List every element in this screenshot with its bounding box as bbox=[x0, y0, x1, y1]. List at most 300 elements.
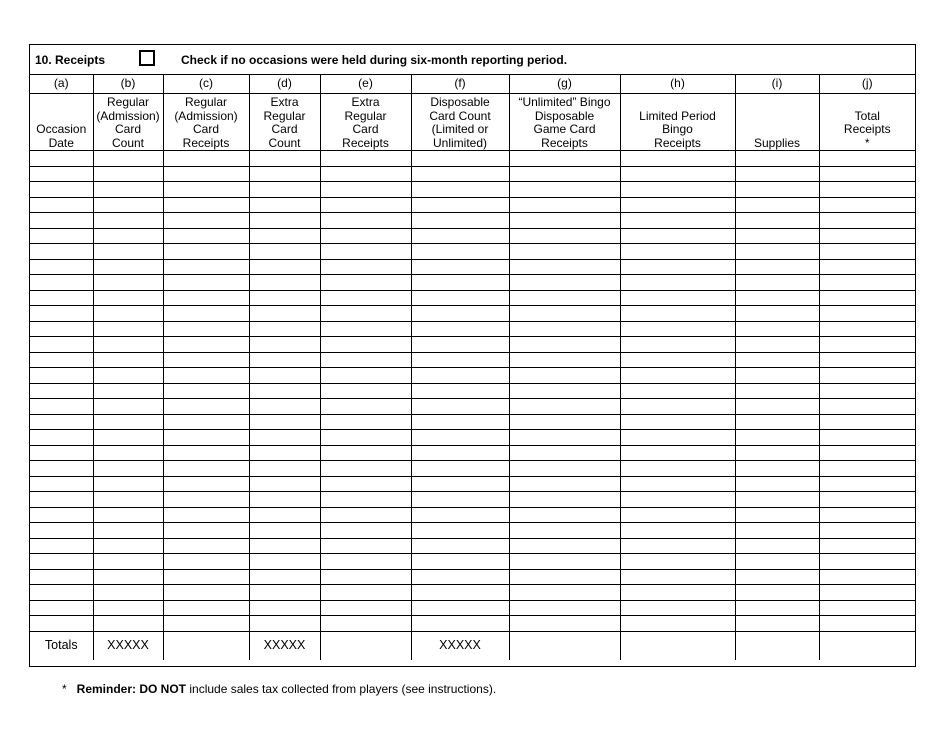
entry-cell[interactable] bbox=[819, 182, 915, 198]
entry-cell[interactable] bbox=[819, 538, 915, 554]
entry-cell[interactable] bbox=[249, 213, 320, 229]
entry-cell[interactable] bbox=[620, 321, 735, 337]
entry-cell[interactable] bbox=[819, 507, 915, 523]
entry-cell[interactable] bbox=[93, 507, 163, 523]
entry-cell[interactable] bbox=[320, 399, 411, 415]
entry-cell[interactable] bbox=[735, 259, 819, 275]
entry-cell[interactable] bbox=[249, 461, 320, 477]
entry-cell[interactable] bbox=[93, 368, 163, 384]
entry-cell[interactable] bbox=[320, 151, 411, 167]
entry-cell[interactable] bbox=[735, 244, 819, 260]
entry-cell[interactable] bbox=[411, 600, 509, 616]
entry-cell[interactable] bbox=[411, 321, 509, 337]
entry-cell[interactable] bbox=[509, 368, 620, 384]
entry-cell[interactable] bbox=[735, 492, 819, 508]
entry-cell[interactable] bbox=[509, 182, 620, 198]
entry-cell[interactable] bbox=[819, 306, 915, 322]
entry-cell[interactable] bbox=[819, 600, 915, 616]
entry-cell[interactable] bbox=[411, 151, 509, 167]
entry-cell[interactable] bbox=[509, 430, 620, 446]
entry-cell[interactable] bbox=[509, 569, 620, 585]
entry-cell[interactable] bbox=[819, 569, 915, 585]
entry-cell[interactable] bbox=[819, 554, 915, 570]
entry-cell[interactable] bbox=[30, 569, 93, 585]
entry-cell[interactable] bbox=[30, 585, 93, 601]
entry-cell[interactable] bbox=[735, 151, 819, 167]
entry-cell[interactable] bbox=[249, 352, 320, 368]
entry-cell[interactable] bbox=[620, 399, 735, 415]
entry-cell[interactable] bbox=[620, 182, 735, 198]
entry-cell[interactable] bbox=[819, 476, 915, 492]
entry-cell[interactable] bbox=[30, 492, 93, 508]
entry-cell[interactable] bbox=[620, 585, 735, 601]
entry-cell[interactable] bbox=[249, 414, 320, 430]
entry-cell[interactable] bbox=[163, 321, 249, 337]
entry-cell[interactable] bbox=[163, 213, 249, 229]
entry-cell[interactable] bbox=[411, 197, 509, 213]
entry-cell[interactable] bbox=[93, 554, 163, 570]
entry-cell[interactable] bbox=[735, 213, 819, 229]
entry-cell[interactable] bbox=[620, 492, 735, 508]
entry-cell[interactable] bbox=[819, 461, 915, 477]
entry-cell[interactable] bbox=[320, 228, 411, 244]
entry-cell[interactable] bbox=[620, 228, 735, 244]
entry-cell[interactable] bbox=[735, 569, 819, 585]
entry-cell[interactable] bbox=[819, 368, 915, 384]
entry-cell[interactable] bbox=[320, 182, 411, 198]
entry-cell[interactable] bbox=[509, 275, 620, 291]
entry-cell[interactable] bbox=[30, 151, 93, 167]
entry-cell[interactable] bbox=[249, 244, 320, 260]
entry-cell[interactable] bbox=[93, 445, 163, 461]
entry-cell[interactable] bbox=[735, 352, 819, 368]
entry-cell[interactable] bbox=[249, 259, 320, 275]
entry-cell[interactable] bbox=[163, 414, 249, 430]
entry-cell[interactable] bbox=[620, 306, 735, 322]
entry-cell[interactable] bbox=[163, 244, 249, 260]
entry-cell[interactable] bbox=[30, 368, 93, 384]
entry-cell[interactable] bbox=[620, 368, 735, 384]
entry-cell[interactable] bbox=[320, 445, 411, 461]
entry-cell[interactable] bbox=[93, 306, 163, 322]
entry-cell[interactable] bbox=[163, 197, 249, 213]
entry-cell[interactable] bbox=[249, 151, 320, 167]
entry-cell[interactable] bbox=[93, 166, 163, 182]
entry-cell[interactable] bbox=[320, 476, 411, 492]
entry-cell[interactable] bbox=[93, 414, 163, 430]
entry-cell[interactable] bbox=[320, 585, 411, 601]
entry-cell[interactable] bbox=[249, 182, 320, 198]
entry-cell[interactable] bbox=[735, 430, 819, 446]
entry-cell[interactable] bbox=[509, 197, 620, 213]
entry-cell[interactable] bbox=[30, 244, 93, 260]
entry-cell[interactable] bbox=[320, 554, 411, 570]
entry-cell[interactable] bbox=[819, 166, 915, 182]
entry-cell[interactable] bbox=[249, 275, 320, 291]
entry-cell[interactable] bbox=[163, 600, 249, 616]
entry-cell[interactable] bbox=[411, 290, 509, 306]
entry-cell[interactable] bbox=[320, 306, 411, 322]
entry-cell[interactable] bbox=[163, 182, 249, 198]
entry-cell[interactable] bbox=[163, 554, 249, 570]
entry-cell[interactable] bbox=[249, 290, 320, 306]
entry-cell[interactable] bbox=[163, 228, 249, 244]
entry-cell[interactable] bbox=[411, 476, 509, 492]
entry-cell[interactable] bbox=[411, 507, 509, 523]
entry-cell[interactable] bbox=[320, 290, 411, 306]
entry-cell[interactable] bbox=[620, 151, 735, 167]
entry-cell[interactable] bbox=[93, 430, 163, 446]
entry-cell[interactable] bbox=[30, 383, 93, 399]
entry-cell[interactable] bbox=[411, 492, 509, 508]
entry-cell[interactable] bbox=[249, 523, 320, 539]
entry-cell[interactable] bbox=[249, 166, 320, 182]
entry-cell[interactable] bbox=[163, 337, 249, 353]
entry-cell[interactable] bbox=[93, 616, 163, 632]
entry-cell[interactable] bbox=[320, 569, 411, 585]
entry-cell[interactable] bbox=[163, 507, 249, 523]
entry-cell[interactable] bbox=[620, 337, 735, 353]
entry-cell[interactable] bbox=[249, 476, 320, 492]
entry-cell[interactable] bbox=[249, 600, 320, 616]
entry-cell[interactable] bbox=[735, 616, 819, 632]
entry-cell[interactable] bbox=[620, 259, 735, 275]
entry-cell[interactable] bbox=[819, 585, 915, 601]
entry-cell[interactable] bbox=[93, 461, 163, 477]
entry-cell[interactable] bbox=[93, 182, 163, 198]
entry-cell[interactable] bbox=[819, 290, 915, 306]
entry-cell[interactable] bbox=[620, 616, 735, 632]
entry-cell[interactable] bbox=[411, 585, 509, 601]
entry-cell[interactable] bbox=[411, 213, 509, 229]
entry-cell[interactable] bbox=[320, 430, 411, 446]
entry-cell[interactable] bbox=[620, 414, 735, 430]
entry-cell[interactable] bbox=[30, 213, 93, 229]
entry-cell[interactable] bbox=[819, 197, 915, 213]
entry-cell[interactable] bbox=[249, 585, 320, 601]
entry-cell[interactable] bbox=[819, 430, 915, 446]
entry-cell[interactable] bbox=[320, 600, 411, 616]
entry-cell[interactable] bbox=[93, 492, 163, 508]
entry-cell[interactable] bbox=[735, 585, 819, 601]
entry-cell[interactable] bbox=[93, 523, 163, 539]
entry-cell[interactable] bbox=[163, 290, 249, 306]
entry-cell[interactable] bbox=[249, 538, 320, 554]
entry-cell[interactable] bbox=[163, 352, 249, 368]
entry-cell[interactable] bbox=[163, 383, 249, 399]
entry-cell[interactable] bbox=[620, 554, 735, 570]
entry-cell[interactable] bbox=[620, 538, 735, 554]
entry-cell[interactable] bbox=[249, 306, 320, 322]
entry-cell[interactable] bbox=[249, 337, 320, 353]
entry-cell[interactable] bbox=[320, 492, 411, 508]
entry-cell[interactable] bbox=[411, 352, 509, 368]
entry-cell[interactable] bbox=[509, 166, 620, 182]
totals-cell[interactable] bbox=[819, 631, 915, 660]
entry-cell[interactable] bbox=[735, 554, 819, 570]
entry-cell[interactable] bbox=[249, 569, 320, 585]
entry-cell[interactable] bbox=[320, 383, 411, 399]
entry-cell[interactable] bbox=[163, 151, 249, 167]
entry-cell[interactable] bbox=[509, 585, 620, 601]
entry-cell[interactable] bbox=[320, 616, 411, 632]
entry-cell[interactable] bbox=[163, 430, 249, 446]
entry-cell[interactable] bbox=[509, 445, 620, 461]
entry-cell[interactable] bbox=[411, 337, 509, 353]
entry-cell[interactable] bbox=[411, 554, 509, 570]
entry-cell[interactable] bbox=[320, 523, 411, 539]
entry-cell[interactable] bbox=[509, 507, 620, 523]
entry-cell[interactable] bbox=[320, 166, 411, 182]
entry-cell[interactable] bbox=[30, 461, 93, 477]
entry-cell[interactable] bbox=[320, 352, 411, 368]
entry-cell[interactable] bbox=[819, 492, 915, 508]
entry-cell[interactable] bbox=[735, 321, 819, 337]
entry-cell[interactable] bbox=[819, 228, 915, 244]
entry-cell[interactable] bbox=[509, 399, 620, 415]
entry-cell[interactable] bbox=[735, 600, 819, 616]
entry-cell[interactable] bbox=[163, 523, 249, 539]
entry-cell[interactable] bbox=[320, 244, 411, 260]
entry-cell[interactable] bbox=[249, 492, 320, 508]
entry-cell[interactable] bbox=[411, 383, 509, 399]
entry-cell[interactable] bbox=[30, 476, 93, 492]
entry-cell[interactable] bbox=[249, 368, 320, 384]
entry-cell[interactable] bbox=[620, 213, 735, 229]
entry-cell[interactable] bbox=[320, 414, 411, 430]
entry-cell[interactable] bbox=[509, 290, 620, 306]
entry-cell[interactable] bbox=[163, 368, 249, 384]
entry-cell[interactable] bbox=[320, 197, 411, 213]
entry-cell[interactable] bbox=[509, 383, 620, 399]
entry-cell[interactable] bbox=[509, 337, 620, 353]
entry-cell[interactable] bbox=[411, 182, 509, 198]
entry-cell[interactable] bbox=[93, 569, 163, 585]
entry-cell[interactable] bbox=[620, 244, 735, 260]
entry-cell[interactable] bbox=[30, 445, 93, 461]
entry-cell[interactable] bbox=[163, 166, 249, 182]
entry-cell[interactable] bbox=[620, 166, 735, 182]
entry-cell[interactable] bbox=[30, 600, 93, 616]
entry-cell[interactable] bbox=[163, 259, 249, 275]
entry-cell[interactable] bbox=[735, 337, 819, 353]
entry-cell[interactable] bbox=[509, 244, 620, 260]
entry-cell[interactable] bbox=[93, 321, 163, 337]
entry-cell[interactable] bbox=[411, 523, 509, 539]
entry-cell[interactable] bbox=[163, 569, 249, 585]
entry-cell[interactable] bbox=[819, 259, 915, 275]
entry-cell[interactable] bbox=[93, 476, 163, 492]
entry-cell[interactable] bbox=[320, 337, 411, 353]
entry-cell[interactable] bbox=[411, 275, 509, 291]
entry-cell[interactable] bbox=[819, 151, 915, 167]
entry-cell[interactable] bbox=[320, 275, 411, 291]
entry-cell[interactable] bbox=[509, 476, 620, 492]
entry-cell[interactable] bbox=[620, 569, 735, 585]
entry-cell[interactable] bbox=[509, 306, 620, 322]
entry-cell[interactable] bbox=[93, 383, 163, 399]
entry-cell[interactable] bbox=[620, 383, 735, 399]
entry-cell[interactable] bbox=[509, 600, 620, 616]
entry-cell[interactable] bbox=[735, 197, 819, 213]
entry-cell[interactable] bbox=[509, 213, 620, 229]
no-occasions-checkbox[interactable] bbox=[139, 50, 155, 66]
entry-cell[interactable] bbox=[163, 275, 249, 291]
entry-cell[interactable] bbox=[93, 151, 163, 167]
entry-cell[interactable] bbox=[735, 306, 819, 322]
entry-cell[interactable] bbox=[411, 259, 509, 275]
entry-cell[interactable] bbox=[735, 290, 819, 306]
totals-cell[interactable] bbox=[163, 631, 249, 660]
entry-cell[interactable] bbox=[509, 461, 620, 477]
entry-cell[interactable] bbox=[163, 306, 249, 322]
entry-cell[interactable] bbox=[320, 538, 411, 554]
entry-cell[interactable] bbox=[249, 321, 320, 337]
entry-cell[interactable] bbox=[819, 213, 915, 229]
entry-cell[interactable] bbox=[320, 321, 411, 337]
entry-cell[interactable] bbox=[30, 275, 93, 291]
entry-cell[interactable] bbox=[509, 228, 620, 244]
entry-cell[interactable] bbox=[620, 600, 735, 616]
entry-cell[interactable] bbox=[163, 538, 249, 554]
entry-cell[interactable] bbox=[735, 368, 819, 384]
entry-cell[interactable] bbox=[249, 554, 320, 570]
entry-cell[interactable] bbox=[249, 430, 320, 446]
entry-cell[interactable] bbox=[30, 554, 93, 570]
entry-cell[interactable] bbox=[735, 523, 819, 539]
entry-cell[interactable] bbox=[620, 197, 735, 213]
entry-cell[interactable] bbox=[411, 306, 509, 322]
entry-cell[interactable] bbox=[249, 616, 320, 632]
entry-cell[interactable] bbox=[411, 461, 509, 477]
entry-cell[interactable] bbox=[735, 166, 819, 182]
entry-cell[interactable] bbox=[620, 445, 735, 461]
entry-cell[interactable] bbox=[411, 228, 509, 244]
entry-cell[interactable] bbox=[93, 337, 163, 353]
entry-cell[interactable] bbox=[30, 352, 93, 368]
entry-cell[interactable] bbox=[735, 461, 819, 477]
entry-cell[interactable] bbox=[620, 461, 735, 477]
entry-cell[interactable] bbox=[163, 461, 249, 477]
entry-cell[interactable] bbox=[30, 616, 93, 632]
totals-cell[interactable] bbox=[735, 631, 819, 660]
entry-cell[interactable] bbox=[93, 399, 163, 415]
entry-cell[interactable] bbox=[30, 523, 93, 539]
entry-cell[interactable] bbox=[735, 414, 819, 430]
entry-cell[interactable] bbox=[93, 244, 163, 260]
entry-cell[interactable] bbox=[411, 368, 509, 384]
entry-cell[interactable] bbox=[30, 321, 93, 337]
entry-cell[interactable] bbox=[249, 507, 320, 523]
totals-cell[interactable] bbox=[620, 631, 735, 660]
entry-cell[interactable] bbox=[163, 492, 249, 508]
entry-cell[interactable] bbox=[411, 430, 509, 446]
entry-cell[interactable] bbox=[819, 399, 915, 415]
entry-cell[interactable] bbox=[30, 259, 93, 275]
entry-cell[interactable] bbox=[509, 616, 620, 632]
entry-cell[interactable] bbox=[30, 228, 93, 244]
totals-cell[interactable] bbox=[320, 631, 411, 660]
entry-cell[interactable] bbox=[509, 321, 620, 337]
entry-cell[interactable] bbox=[320, 368, 411, 384]
entry-cell[interactable] bbox=[819, 523, 915, 539]
entry-cell[interactable] bbox=[249, 445, 320, 461]
entry-cell[interactable] bbox=[30, 197, 93, 213]
entry-cell[interactable] bbox=[509, 151, 620, 167]
entry-cell[interactable] bbox=[93, 259, 163, 275]
entry-cell[interactable] bbox=[819, 321, 915, 337]
entry-cell[interactable] bbox=[163, 399, 249, 415]
entry-cell[interactable] bbox=[735, 182, 819, 198]
entry-cell[interactable] bbox=[249, 399, 320, 415]
entry-cell[interactable] bbox=[320, 461, 411, 477]
entry-cell[interactable] bbox=[735, 538, 819, 554]
entry-cell[interactable] bbox=[509, 538, 620, 554]
entry-cell[interactable] bbox=[411, 414, 509, 430]
entry-cell[interactable] bbox=[93, 538, 163, 554]
entry-cell[interactable] bbox=[249, 228, 320, 244]
entry-cell[interactable] bbox=[819, 244, 915, 260]
entry-cell[interactable] bbox=[819, 414, 915, 430]
entry-cell[interactable] bbox=[620, 430, 735, 446]
entry-cell[interactable] bbox=[411, 538, 509, 554]
entry-cell[interactable] bbox=[30, 166, 93, 182]
entry-cell[interactable] bbox=[249, 197, 320, 213]
entry-cell[interactable] bbox=[163, 476, 249, 492]
entry-cell[interactable] bbox=[163, 585, 249, 601]
totals-cell[interactable] bbox=[509, 631, 620, 660]
entry-cell[interactable] bbox=[509, 523, 620, 539]
entry-cell[interactable] bbox=[320, 259, 411, 275]
entry-cell[interactable] bbox=[163, 616, 249, 632]
entry-cell[interactable] bbox=[411, 244, 509, 260]
entry-cell[interactable] bbox=[620, 352, 735, 368]
entry-cell[interactable] bbox=[320, 213, 411, 229]
entry-cell[interactable] bbox=[620, 523, 735, 539]
entry-cell[interactable] bbox=[620, 290, 735, 306]
entry-cell[interactable] bbox=[93, 600, 163, 616]
entry-cell[interactable] bbox=[93, 213, 163, 229]
entry-cell[interactable] bbox=[411, 616, 509, 632]
entry-cell[interactable] bbox=[30, 337, 93, 353]
entry-cell[interactable] bbox=[30, 306, 93, 322]
entry-cell[interactable] bbox=[30, 538, 93, 554]
entry-cell[interactable] bbox=[620, 275, 735, 291]
entry-cell[interactable] bbox=[509, 554, 620, 570]
entry-cell[interactable] bbox=[819, 616, 915, 632]
entry-cell[interactable] bbox=[93, 290, 163, 306]
entry-cell[interactable] bbox=[735, 476, 819, 492]
entry-cell[interactable] bbox=[735, 275, 819, 291]
entry-cell[interactable] bbox=[509, 259, 620, 275]
entry-cell[interactable] bbox=[509, 492, 620, 508]
entry-cell[interactable] bbox=[620, 507, 735, 523]
entry-cell[interactable] bbox=[93, 228, 163, 244]
entry-cell[interactable] bbox=[819, 383, 915, 399]
entry-cell[interactable] bbox=[411, 445, 509, 461]
entry-cell[interactable] bbox=[30, 414, 93, 430]
entry-cell[interactable] bbox=[735, 507, 819, 523]
entry-cell[interactable] bbox=[620, 476, 735, 492]
entry-cell[interactable] bbox=[509, 414, 620, 430]
entry-cell[interactable] bbox=[30, 507, 93, 523]
entry-cell[interactable] bbox=[93, 585, 163, 601]
entry-cell[interactable] bbox=[735, 399, 819, 415]
entry-cell[interactable] bbox=[93, 352, 163, 368]
entry-cell[interactable] bbox=[30, 290, 93, 306]
entry-cell[interactable] bbox=[819, 445, 915, 461]
entry-cell[interactable] bbox=[735, 383, 819, 399]
